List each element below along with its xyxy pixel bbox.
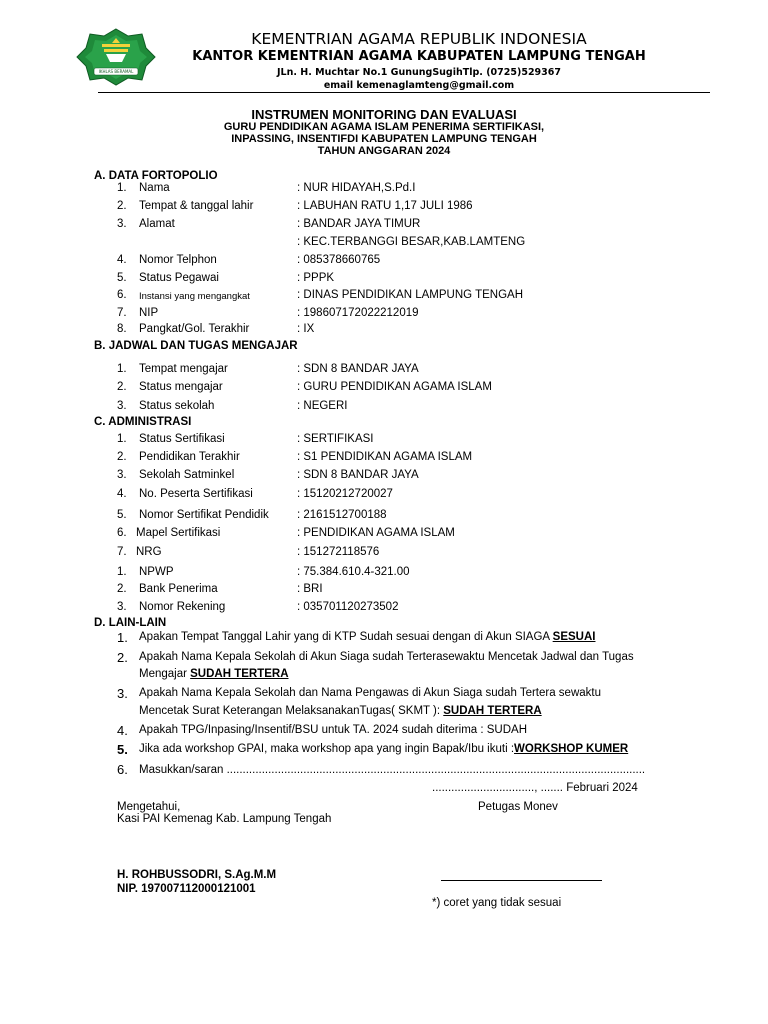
signer-nip: NIP. 197007112000121001 <box>117 883 256 895</box>
section-a-heading: A. DATA FORTOPOLIO <box>94 170 218 182</box>
sec-c-row-2-value: : S1 PENDIDIKAN AGAMA ISLAM <box>297 451 473 463</box>
sec-c-row-3-value: : SDN 8 BANDAR JAYA <box>297 469 419 481</box>
sec-c-row-7-label: NRG <box>136 546 162 558</box>
sec-a-row-2-label: Tempat & tanggal lahir <box>139 200 254 212</box>
sec-c-row-9-label: Bank Penerima <box>139 583 218 595</box>
sec-b-row-2-num: 2. <box>117 381 127 393</box>
d-item-6-text: Masukkan/saran ................................................................................................................................... <box>139 764 646 776</box>
logo-motto: IKHLAS BERAMAL <box>98 69 134 74</box>
sec-a-row-8-value: : 198607172022212019 <box>297 307 419 319</box>
sec-a-row-9-value: : IX <box>297 323 315 335</box>
d-item-3-answer: SUDAH TERTERA <box>443 705 542 717</box>
sec-b-row-3-value: : NEGERI <box>297 400 348 412</box>
section-c-heading: C. ADMINISTRASI <box>94 416 192 428</box>
d-item-3-text-cont: Mencetak Surat Keterangan MelaksanakanTugas( SKMT ): SUDAH TERTERA <box>139 705 542 717</box>
sec-c-row-10-label: Nomor Rekening <box>139 601 226 613</box>
sec-c-row-10-value: : 035701120273502 <box>297 601 399 613</box>
sec-b-row-3-num: 3. <box>117 400 127 412</box>
sec-c-row-9-num: 2. <box>117 583 127 595</box>
date-line: ................................, ....... Februari 2024 <box>432 782 638 794</box>
d-item-2-text-cont: Mengajar SUDAH TERTERA <box>139 668 289 680</box>
sec-c-row-4-value: : 15120212720027 <box>297 488 393 500</box>
section-d-heading: D. LAIN-LAIN <box>94 617 167 629</box>
sec-b-row-1-label: Tempat mengajar <box>139 363 228 375</box>
doc-subtitle-3: TAHUN ANGGARAN 2024 <box>317 145 451 157</box>
sec-a-row-3-label: Alamat <box>139 218 175 230</box>
sec-c-row-7-num: 7. <box>117 546 127 558</box>
d-item-4-num: 4. <box>117 723 128 738</box>
sec-a-row-6-num: 5. <box>117 272 127 284</box>
sec-c-row-10-num: 3. <box>117 601 127 613</box>
sec-b-row-1-num: 1. <box>117 363 127 375</box>
office-email: email kemenaglamteng@gmail.com <box>323 80 515 91</box>
d-item-1-answer: SESUAI <box>552 631 596 643</box>
sec-c-row-4-label: No. Peserta Sertifikasi <box>139 488 253 500</box>
sec-a-row-3-value: : BANDAR JAYA TIMUR <box>297 218 421 230</box>
sec-a-row-1-value: : NUR HIDAYAH,S.Pd.I <box>297 182 416 194</box>
sec-c-row-4-num: 4. <box>117 488 127 500</box>
d-item-5-answer: WORKSHOP KUMER <box>514 743 629 755</box>
sec-c-row-8-label: NPWP <box>139 566 174 578</box>
sec-a-row-9-num: 8. <box>117 323 127 335</box>
sec-a-row-7-value: : DINAS PENDIDIKAN LAMPUNG TENGAH <box>297 289 523 301</box>
sec-c-row-1-value: : SERTIFIKASI <box>297 433 374 445</box>
sec-a-row-7-label: Instansi yang mengangkat <box>139 291 250 302</box>
sec-a-row-3-num: 3. <box>117 218 127 230</box>
ministry-title: KEMENTRIAN AGAMA REPUBLIK INDONESIA <box>251 30 587 48</box>
sec-c-row-2-num: 2. <box>117 451 127 463</box>
petugas-signature-line <box>441 880 602 881</box>
d-item-5-text: Jika ada workshop GPAI, maka workshop apa yang ingin Bapak/Ibu ikuti :WORKSHOP KUMER <box>139 743 629 755</box>
d-item-3-text: Apakah Nama Kepala Sekolah dan Nama Pengawas di Akun Siaga sudah Tertera sewaktu <box>139 687 601 699</box>
sec-a-row-4-value: : KEC.TERBANGGI BESAR,KAB.LAMTENG <box>297 236 526 248</box>
d-item-1-text: Apakan Tempat Tanggal Lahir yang di KTP Sudah sesuai dengan di Akun SIAGA SESUAI <box>139 631 596 643</box>
sec-a-row-8-label: NIP <box>139 307 159 319</box>
office-title: KANTOR KEMENTRIAN AGAMA KABUPATEN LAMPUNG TENGAH <box>192 49 646 64</box>
sec-c-row-2-label: Pendidikan Terakhir <box>139 451 240 463</box>
sec-c-row-1-num: 1. <box>117 433 127 445</box>
sec-c-row-8-num: 1. <box>117 566 127 578</box>
sec-a-row-2-num: 2. <box>117 200 127 212</box>
mengetahui-label: Mengetahui, <box>117 801 181 813</box>
sec-a-row-6-value: : PPPK <box>297 272 335 284</box>
d-item-1-num: 1. <box>117 630 128 645</box>
footnote: *) coret yang tidak sesuai <box>432 897 562 909</box>
d-item-5-num: 5. <box>117 742 128 757</box>
d-item-2-num: 2. <box>117 650 128 665</box>
section-b-heading: B. JADWAL DAN TUGAS MENGAJAR <box>94 340 298 352</box>
sec-a-row-5-value: : 085378660765 <box>297 254 381 266</box>
sec-c-row-8-value: : 75.384.610.4-321.00 <box>297 566 410 578</box>
d-item-3-num: 3. <box>117 686 128 701</box>
letterhead-rule <box>98 92 710 93</box>
sec-c-row-6-label: Mapel Sertifikasi <box>136 527 221 539</box>
sec-c-row-5-value: : 2161512700188 <box>297 509 387 521</box>
sec-a-row-1-label: Nama <box>139 182 170 194</box>
sec-c-row-6-num: 6. <box>117 527 127 539</box>
sec-a-row-7-num: 6. <box>117 289 127 301</box>
sec-c-row-5-num: 5. <box>117 509 127 521</box>
d-item-6-num: 6. <box>117 762 128 777</box>
sec-a-row-5-label: Nomor Telphon <box>139 254 217 266</box>
sec-a-row-1-num: 1. <box>117 182 127 194</box>
d-item-2-answer: SUDAH TERTERA <box>190 668 289 680</box>
signer-name: H. ROHBUSSODRI, S.Ag.M.M <box>117 869 277 881</box>
d-item-2-text: Apakah Nama Kepala Sekolah di Akun Siaga sudah Terterasewaktu Mencetak Jadwal dan Tugas <box>139 651 634 663</box>
doc-subtitle-2: INPASSING, INSENTIFDI KABUPATEN LAMPUNG TENGAH <box>231 133 537 145</box>
sec-c-row-9-value: : BRI <box>297 583 323 595</box>
sec-a-row-2-value: : LABUHAN RATU 1,17 JULI 1986 <box>297 200 473 212</box>
d-item-4-text: Apakah TPG/Inpasing/Insentif/BSU untuk TA. 2024 sudah diterima : SUDAH <box>139 724 528 736</box>
petugas-label: Petugas Monev <box>478 801 558 813</box>
doc-subtitle-1: GURU PENDIDIKAN AGAMA ISLAM PENERIMA SERTIFIKASI, <box>223 121 545 133</box>
sec-c-row-3-num: 3. <box>117 469 127 481</box>
kasi-label: Kasi PAI Kemenag Kab. Lampung Tengah <box>117 813 332 825</box>
doc-title: INSTRUMEN MONITORING DAN EVALUASI <box>251 107 517 122</box>
sec-a-row-5-num: 4. <box>117 254 127 266</box>
sec-a-row-9-label: Pangkat/Gol. Terakhir <box>139 323 250 335</box>
sec-b-row-3-label: Status sekolah <box>139 400 215 412</box>
sec-c-row-3-label: Sekolah Satminkel <box>139 469 235 481</box>
sec-b-row-1-value: : SDN 8 BANDAR JAYA <box>297 363 419 375</box>
sec-c-row-7-value: : 151272118576 <box>297 546 380 558</box>
sec-a-row-8-num: 7. <box>117 307 127 319</box>
sec-b-row-2-label: Status mengajar <box>139 381 223 393</box>
sec-b-row-2-value: : GURU PENDIDIKAN AGAMA ISLAM <box>297 381 492 393</box>
sec-a-row-6-label: Status Pegawai <box>139 272 219 284</box>
sec-c-row-5-label: Nomor Sertifikat Pendidik <box>139 509 269 521</box>
sec-c-row-6-value: : PENDIDIKAN AGAMA ISLAM <box>297 527 455 539</box>
office-address: JLn. H. Muchtar No.1 GunungSugihTlp. (0725)529367 <box>276 67 561 78</box>
sec-c-row-1-label: Status Sertifikasi <box>139 433 225 445</box>
